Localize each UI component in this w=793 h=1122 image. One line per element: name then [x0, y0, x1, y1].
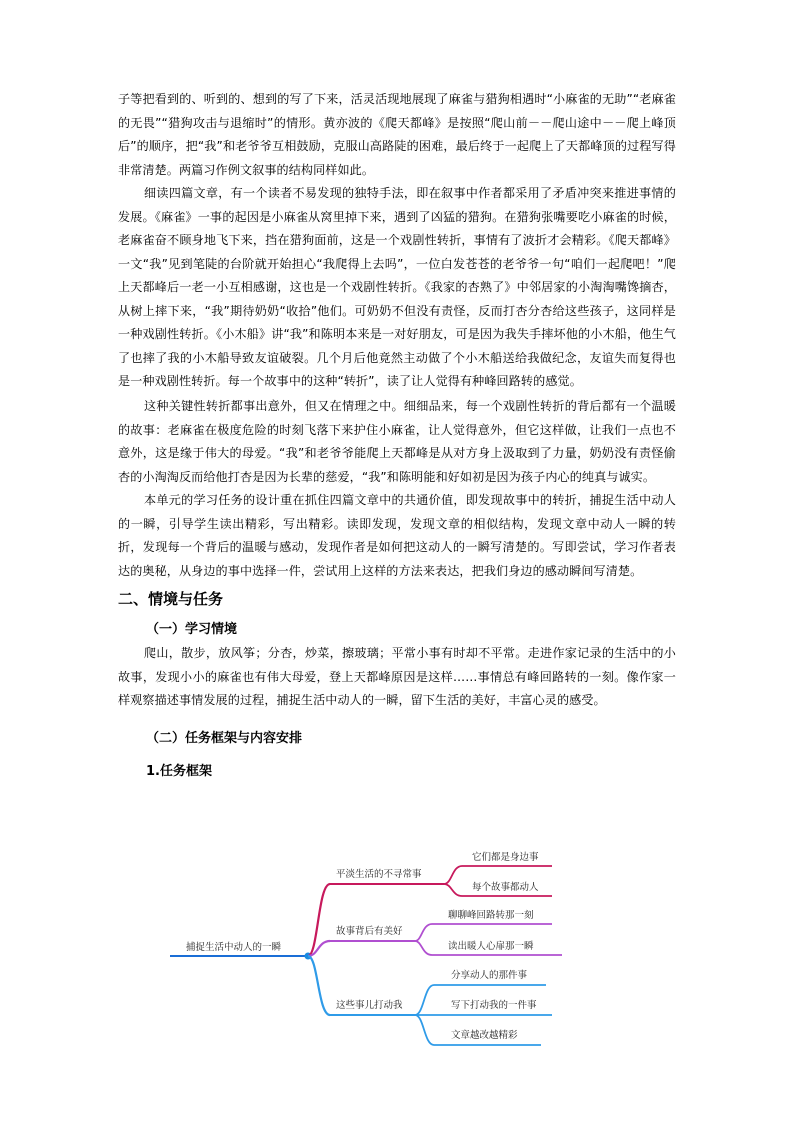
- branch-3-connector: [308, 956, 330, 1015]
- section-heading-context-and-tasks: 二、情境与任务: [118, 590, 224, 608]
- branch-1-leaf-1: 它们都是身边事: [472, 852, 539, 863]
- branch-1-leaf-2-connector: [444, 884, 462, 896]
- branch-3-leaf-3-connector: [415, 1015, 434, 1045]
- branch-2-leaf-1: 聊聊峰回路转那一刻: [448, 910, 534, 921]
- body-paragraph-4: 本单元的学习任务的设计重在抓住四篇文章中的共通价值，即发现故事中的转折，捕捉生活中动人的一瞬，引导学生读出精彩，写出精彩。读即发现，发现文章的相似结构，发现文章中动人一瞬的转折，发现每一个背后的温暖与感动，发现作者是如何把这动人的一瞬写清楚的。写即尝试，学习作者表达的奥秘，从身边的事中选择一件，尝试用上这样的方法来表达，把我们身边的感动瞬间写清楚。: [118, 493, 676, 578]
- body-paragraph-3: 这种关键性转折都事出意外，但又在情理之中。细细品来，每一个戏剧性转折的背后都有一个温暖的故事：老麻雀在极度危险的时刻飞落下来护住小麻雀，让人觉得意外，但它这样做，让我们一点也不意外，这是缘于伟大的母爱。“我”和老爷爷能爬上天都峰是从对方身上汲取到了力量，奶奶没有责怪偷杏的小淘淘反而给他打杏是因为长辈的慈爱，“我”和陈明能和好如初是因为孩子内心的纯真与诚实。: [118, 399, 676, 484]
- branch-3-label: 这些事儿打动我: [336, 1000, 403, 1011]
- body-paragraph-2: 细读四篇文章，有一个读者不易发现的独特手法，即在叙事中作者都采用了矛盾冲突来推进事情的发展。《麻雀》一事的起因是小麻雀从窝里掉下来，遇到了凶猛的猎狗。在猎狗张嘴要吃小麻雀的时候，老麻雀奋不顾身地飞下来，挡在猎狗面前，这是一个戏剧性转折，事情有了波折才会精彩。《爬天都峰》一文“我”见到笔陡的台阶就开始担心“我爬得上去吗”，一位白发苍苍的老爷爷一句“咱们一起爬吧！”爬上天都峰后一老一小互相感谢，这也是一个戏剧性转折。《我家的杏熟了》中邻居家的小淘淘嘴馋摘杏，从树上摔下来，“我”期待奶奶“收拾”他们。可奶奶不但没有责怪，反而打杏分杏给这些孩子，这同样是一种戏剧性转折。《小木船》讲“我”和陈明本来是一对好朋友，可是因为我失手摔坏他的小木船，他生气了也摔了我的小木船导致友谊破裂。几个月后他竟然主动做了个小木船送给我做纪念，友谊失而复得也是一种戏剧性转折。每一个故事中的这种“转折”，读了让人觉得有种峰回路转的感觉。: [118, 186, 676, 388]
- branch-1-connector: [308, 884, 330, 956]
- subheading-learning-context: （一）学习情境: [146, 622, 238, 637]
- mindmap-root-label: 捕捉生活中动人的一瞬: [186, 942, 282, 953]
- branch-2-leaf-2-connector: [415, 941, 432, 955]
- subheading-framework-title: 1.任务框架: [146, 764, 212, 779]
- branch-3-leaf-1-connector: [415, 985, 434, 1015]
- branch-3-leaf-1: 分享动人的那件事: [451, 970, 528, 981]
- branch-2-leaf-2: 读出暖人心扉那一瞬: [448, 941, 534, 952]
- branch-2-leaf-1-connector: [415, 924, 432, 941]
- branch-2-label: 故事背后有美好: [336, 926, 403, 937]
- subheading-task-framework: （二）任务框架与内容安排: [146, 731, 303, 746]
- body-paragraph-1: 子等把看到的、听到的、想到的写了下来，活灵活现地展现了麻雀与猎狗相遇时“小麻雀的无助”“老麻雀的无畏”“猎狗攻击与退缩时”的情形。黄亦波的《爬天都峰》是按照“爬山前－－爬山途中－－爬上峰顶后”的顺序，把“我”和老爷爷互相鼓励，克服山高路陡的困难，最后终于一起爬上了天都峰顶的过程写得非常清楚。两篇习作例文叙事的结构同样如此。: [118, 92, 676, 177]
- branch-1-leaf-2: 每个故事都动人: [472, 882, 539, 893]
- branch-1-leaf-1-connector: [444, 866, 462, 884]
- branch-3-leaf-2: 写下打动我的一件事: [451, 1000, 537, 1011]
- branch-3-leaf-3: 文章越改越精彩: [451, 1030, 518, 1041]
- learning-context-paragraph: 爬山，散步，放风筝；分杏，炒菜，擦玻璃；平常小事有时却不平常。走进作家记录的生活中的小故事，发现小小的麻雀也有伟大母爱，登上天都峰原因是这样……事情总有峰回路转的一刻。像作家一样观察描述事情发展的过程，捕捉生活中动人的一瞬，留下生活的美好，丰富心灵的感受。: [118, 646, 676, 707]
- branch-1-label: 平淡生活的不寻常事: [336, 869, 422, 880]
